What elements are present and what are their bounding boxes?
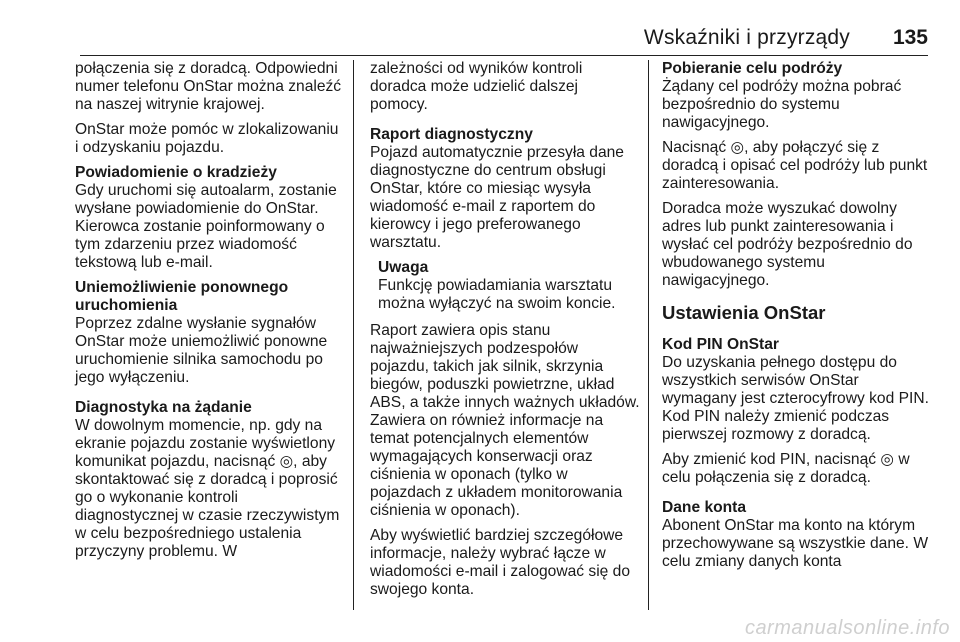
subheading-account-data: Dane konta — [662, 499, 747, 516]
paragraph: połączenia się z doradcą. Odpowiedni numer telefonu OnStar można znaleźć na naszej witrynie krajowej. — [75, 60, 342, 113]
page-header — [0, 26, 960, 56]
paragraph: Gdy uruchomi się autoalarm, zostanie wysłane powiadomienie do OnStar. Kierowca zostanie poinformowany o tym zdarzeniu przez wiadomość tekstową lub e-mail. — [75, 182, 337, 271]
section-title-onstar-settings: Ustawienia OnStar — [662, 302, 826, 323]
paragraph: zależności od wyników kontroli doradca może udzielić dalszej pomocy. — [370, 60, 583, 113]
watermark: carmanualsonline.info — [744, 617, 950, 639]
paragraph: Aby zmienić kod PIN, nacisnąć ◎ w celu połączenia się z doradcą. — [662, 451, 910, 486]
column-left — [75, 60, 343, 568]
paragraph: Nacisnąć ◎, aby połączyć się z doradcą i opisać cel podróży lub punkt zainteresowania. — [662, 139, 928, 192]
paragraph: Aby wyświetlić bardziej szczegółowe informacje, należy wybrać łącze w wiadomości e-mail i zalogować się do swojego konta. — [370, 527, 631, 598]
paragraph: Do uzyskania pełnego dostępu do wszystkich serwisów OnStar wymagany jest czterocyfrowy kod PIN. Kod PIN należy zmienić podczas pierwszej rozmowy z doradcą. — [662, 354, 929, 443]
paragraph: Doradca może wyszukać dowolny adres lub punkt zainteresowania i wysłać cel podróży bezpośrednio do wbudowanego systemu nawigacyjnego. — [662, 200, 913, 289]
paragraph: Pojazd automatycznie przesyła dane diagnostyczne do centrum obsługi OnStar, które co miesiąc wysyła wiadomość e-mail z raportem do kierowcy i jego preferowanego warsztatu. — [370, 144, 624, 251]
note-title: Uwaga — [378, 259, 429, 276]
column-middle — [370, 60, 640, 606]
paragraph: Poprzez zdalne wysłanie sygnałów OnStar może uniemożliwić ponowne uruchomienie silnika samochodu po jego wyłączeniu. — [75, 315, 328, 386]
subheading-diagnostics-on-demand: Diagnostyka na żądanie — [75, 399, 252, 416]
subheading-restart-prevention: Uniemożliwienie ponownego uruchomienia — [75, 279, 289, 314]
page-number: 135 — [892, 26, 928, 49]
column-divider-2 — [648, 60, 649, 610]
subheading-theft-notification: Powiadomienie o kradzieży — [75, 164, 277, 181]
column-right — [662, 60, 936, 578]
header-divider — [80, 55, 928, 56]
subheading-pin: Kod PIN OnStar — [662, 336, 779, 353]
paragraph: OnStar może pomóc w zlokalizowaniu i odzyskaniu pojazdu. — [75, 121, 339, 156]
paragraph: Raport zawiera opis stanu najważniejszych podzespołów pojazdu, takich jak silnik, skrzynia biegów, poduszki powietrzne, układ ABS, a także innych ważnych układów. Zawiera on również informacje na temat potencjalnych elementów wymagających konserwacji oraz ciśnienia w oponach (tylko w pojazdach z układem monitorowania ciśnienia w oponach). — [370, 322, 640, 519]
subheading-destination-download: Pobieranie celu podróży — [662, 60, 843, 77]
paragraph: Żądany cel podróży można pobrać bezpośrednio do systemu nawigacyjnego. — [662, 78, 902, 131]
note-box — [370, 259, 640, 313]
paragraph: W dowolnym momencie, np. gdy na ekranie pojazdu zostanie wyświetlony komunikat pojazdu, nacisnąć ◎, aby skontaktować się z doradcą i poprosić go o wykonanie kontroli diagnostycznej w czasie rzeczywistym w celu bezpośredniego ustalenia przyczyny problemu. W — [75, 417, 340, 560]
page-title: Wskaźniki i przyrządy — [643, 26, 850, 49]
note-text: Funkcję powiadamiania warsztatu można wyłączyć na swoim koncie. — [378, 277, 616, 312]
paragraph: Abonent OnStar ma konto na którym przechowywane są wszystkie dane. W celu zmiany danych konta — [662, 517, 929, 570]
subheading-diagnostic-report: Raport diagnostyczny — [370, 126, 533, 143]
column-divider-1 — [353, 60, 354, 610]
